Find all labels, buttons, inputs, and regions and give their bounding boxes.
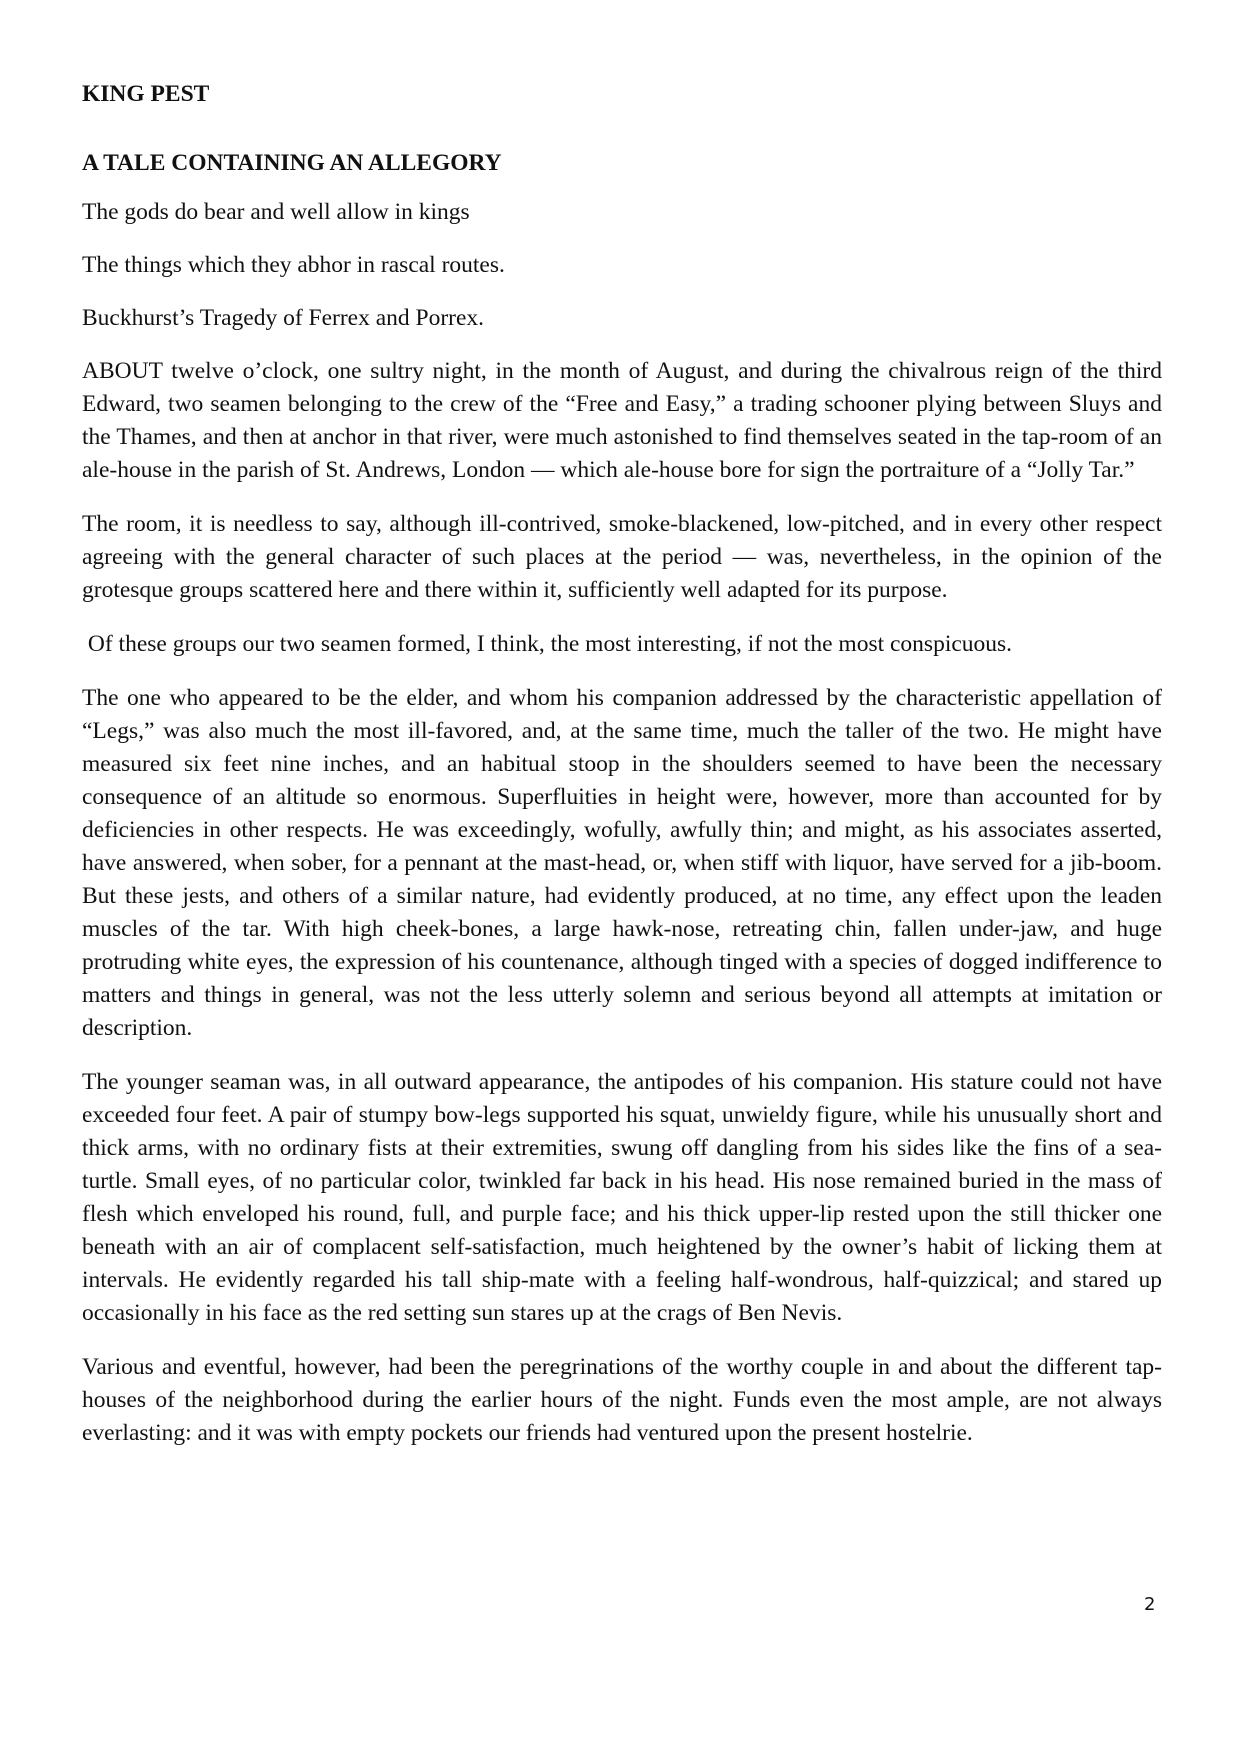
epigraph-line: The things which they abhor in rascal routes.: [82, 252, 505, 278]
document-page: [82, 78, 1162, 1471]
story-title: KING PEST: [82, 81, 210, 107]
body-paragraph: ABOUT twelve o’clock, one sultry night, in the month of August, and during the chivalrous reign of the third Edward, two seamen belonging to the crew of the “Free and Easy,” a trading schooner plying between Sluys and the Thames, and then at anchor in that river, were much astonished to find themselves seated in the tap-room of an ale-house in the parish of St. Andrews, London — which ale-house bore for sign the portraiture of a “Jolly Tar.”: [82, 358, 1162, 483]
body-paragraph: The room, it is needless to say, although ill-contrived, smoke-blackened, low-pitched, and in every other respect agreeing with the general character of such places at the period — was, nevertheless, in the opinion of the grotesque groups scattered here and there within it, sufficiently well adapted for its purpose.: [82, 511, 1162, 603]
body-paragraph: The one who appeared to be the elder, and whom his companion addressed by the characteristic appellation of “Legs,” was also much the most ill-favored, and, at the same time, much the taller of the two. He might have measured six feet nine inches, and an habitual stoop in the shoulders seemed to have been the necessary consequence of an altitude so enormous. Superfluities in height were, however, more than accounted for by deficiencies in other respects. He was exceedingly, wofully, awfully thin; and might, as his associates asserted, have answered, when sober, for a pennant at the mast-head, or, when stiff with liquor, have served for a jib-boom. But these jests, and others of a similar nature, had evidently produced, at no time, any effect upon the leaden muscles of the tar. With high cheek-bones, a large hawk-nose, retreating chin, fallen under-jaw, and huge protruding white eyes, the expression of his countenance, although tinged with a species of dogged indifference to matters and things in general, was not the less utterly solemn and serious beyond all attempts at imitation or description.: [82, 685, 1162, 1041]
epigraph-attribution: Buckhurst’s Tragedy of Ferrex and Porrex.: [82, 305, 485, 331]
body-paragraph: Various and eventful, however, had been the peregrinations of the worthy couple in and about the different tap-houses of the neighborhood during the earlier hours of the night. Funds even the most ample, are not always everlasting: and it was with empty pockets our friends had ventured upon the present hostelrie.: [82, 1354, 1162, 1446]
body-paragraph: Of these groups our two seamen formed, I think, the most interesting, if not the most conspicuous.: [82, 631, 1013, 657]
story-subtitle: A TALE CONTAINING AN ALLEGORY: [82, 150, 502, 176]
epigraph-line: The gods do bear and well allow in kings: [82, 199, 470, 225]
page-number: 2: [1144, 1594, 1156, 1615]
body-paragraph: The younger seaman was, in all outward appearance, the antipodes of his companion. His stature could not have exceeded four feet. A pair of stumpy bow-legs supported his squat, unwieldy figure, while his unusually short and thick arms, with no ordinary fists at their extremities, swung off dangling from his sides like the fins of a sea-turtle. Small eyes, of no particular color, twinkled far back in his head. His nose remained buried in the mass of flesh which enveloped his round, full, and purple face; and his thick upper-lip rested upon the still thicker one beneath with an air of complacent self-satisfaction, much heightened by the owner’s habit of licking them at intervals. He evidently regarded his tall ship-mate with a feeling half-wondrous, half-quizzical; and stared up occasionally in his face as the red setting sun stares up at the crags of Ben Nevis.: [82, 1069, 1162, 1326]
